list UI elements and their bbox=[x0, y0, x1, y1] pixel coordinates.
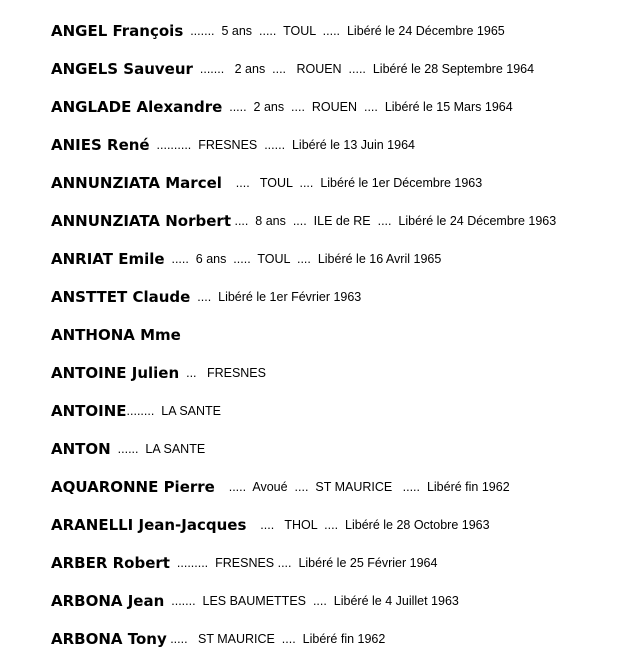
person-name: AQUARONNE Pierre bbox=[51, 478, 215, 496]
list-item bbox=[51, 392, 626, 430]
list-item bbox=[51, 620, 626, 658]
person-name: ANGEL François bbox=[51, 22, 184, 40]
entry-details: ..... 6 ans ..... TOUL .... Libéré le 16 Avril 1965 bbox=[164, 252, 442, 266]
person-name: ARBONA Tony bbox=[51, 630, 167, 648]
list-item bbox=[51, 544, 626, 582]
list-item bbox=[51, 468, 626, 506]
entry-details: .... TOUL .... Libéré le 1er Décembre 1963 bbox=[221, 176, 483, 190]
entry-details: ..... 2 ans .... ROUEN .... Libéré le 15 Mars 1964 bbox=[222, 100, 513, 114]
entry-details: ...... LA SANTE bbox=[110, 442, 206, 456]
person-name: ANTOINE bbox=[51, 402, 127, 420]
list-item bbox=[51, 278, 626, 316]
person-name: ARANELLI Jean-Jacques bbox=[51, 516, 247, 534]
list-item bbox=[51, 316, 626, 354]
document-page bbox=[51, 12, 626, 658]
person-name: ANTON bbox=[51, 440, 111, 458]
entry-details: ....... 2 ans .... ROUEN ..... Libéré le 28 Septembre 1964 bbox=[192, 62, 535, 76]
person-name: ARBER Robert bbox=[51, 554, 170, 572]
person-name: ANTOINE Julien bbox=[51, 364, 180, 382]
list-item bbox=[51, 240, 626, 278]
list-item bbox=[51, 12, 626, 50]
list-item bbox=[51, 202, 626, 240]
entry-details: ..... ST MAURICE .... Libéré fin 1962 bbox=[166, 632, 386, 646]
entry-details: ......... FRESNES .... Libéré le 25 Février 1964 bbox=[169, 556, 438, 570]
entry-details: .......... FRESNES ...... Libéré le 13 Juin 1964 bbox=[149, 138, 415, 152]
entry-details: ... FRESNES bbox=[179, 366, 266, 380]
list-item bbox=[51, 164, 626, 202]
person-name: ANRIAT Emile bbox=[51, 250, 165, 268]
person-name: ANTHONA Mme bbox=[51, 326, 181, 344]
person-name: ANIES René bbox=[51, 136, 150, 154]
list-item bbox=[51, 582, 626, 620]
list-item bbox=[51, 430, 626, 468]
entry-details: ....... 5 ans ..... TOUL ..... Libéré le 24 Décembre 1965 bbox=[183, 24, 505, 38]
person-name: ANNUNZIATA Norbert bbox=[51, 212, 231, 230]
list-item bbox=[51, 88, 626, 126]
entry-details: .... 8 ans .... ILE de RE .... Libéré le 24 Décembre 1963 bbox=[231, 214, 557, 228]
person-name: ANGELS Sauveur bbox=[51, 60, 193, 78]
entry-details: ..... Avoué .... ST MAURICE ..... Libéré fin 1962 bbox=[214, 480, 510, 494]
person-name: ANGLADE Alexandre bbox=[51, 98, 223, 116]
person-name: ANNUNZIATA Marcel bbox=[51, 174, 222, 192]
list-item bbox=[51, 354, 626, 392]
entry-details: .... THOL .... Libéré le 28 Octobre 1963 bbox=[246, 518, 490, 532]
person-name: ANSTTET Claude bbox=[51, 288, 191, 306]
list-item bbox=[51, 126, 626, 164]
entry-details: ....... LES BAUMETTES .... Libéré le 4 Juillet 1963 bbox=[164, 594, 459, 608]
entry-details: .... Libéré le 1er Février 1963 bbox=[190, 290, 362, 304]
entry-details: ........ LA SANTE bbox=[126, 404, 222, 418]
list-item bbox=[51, 50, 626, 88]
list-item bbox=[51, 506, 626, 544]
person-name: ARBONA Jean bbox=[51, 592, 165, 610]
